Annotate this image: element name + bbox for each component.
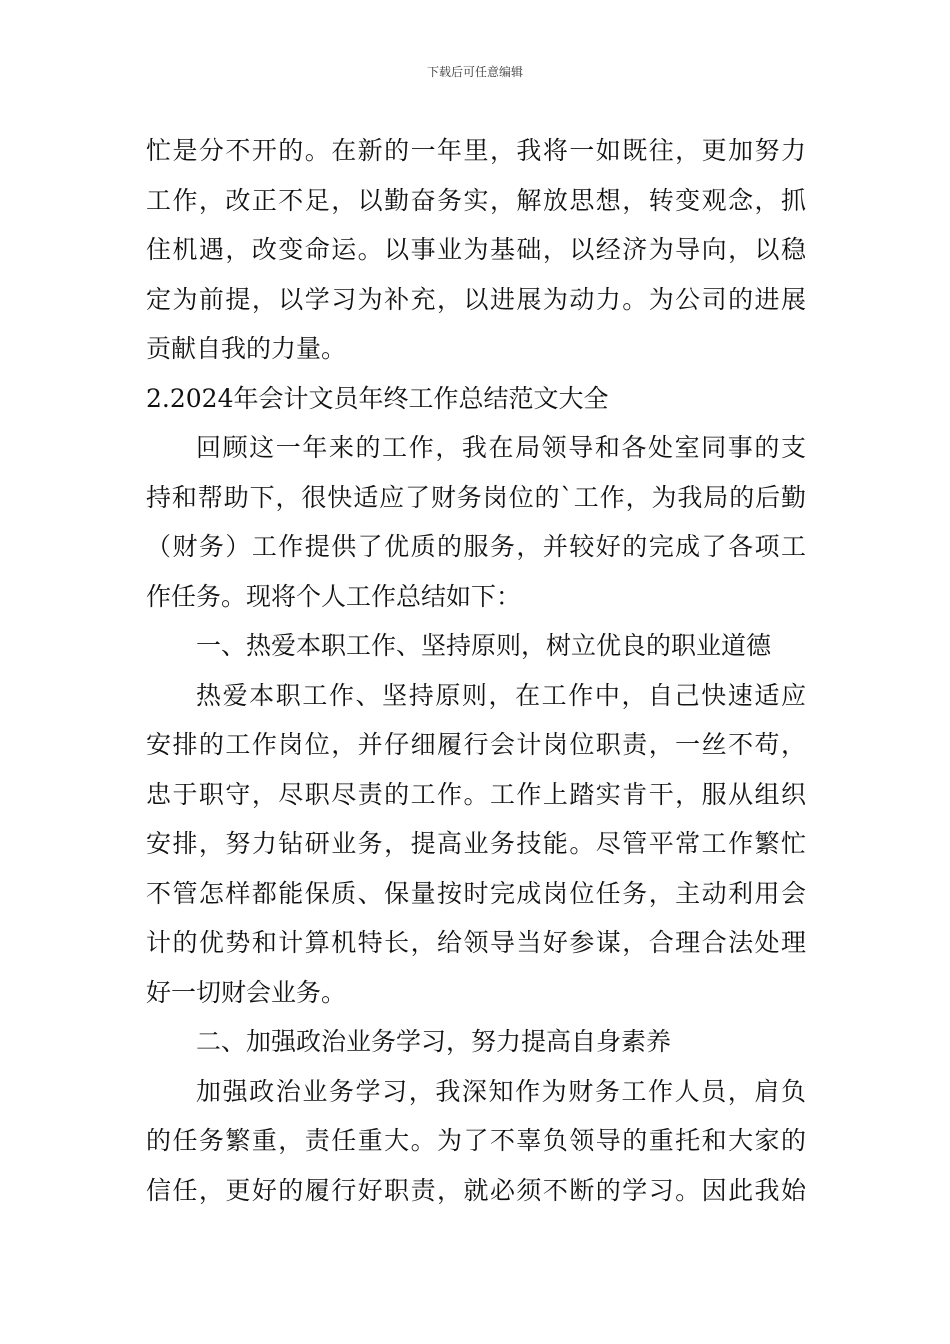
text-line: 热爱本职工作、坚持原则，在工作中，自己快速适应 bbox=[196, 680, 806, 710]
text-line: 二、加强政治业务学习，努力提高自身素养 bbox=[196, 1027, 672, 1056]
text-line: 安排，努力钻研业务，提高业务技能。尽管平常工作繁忙 bbox=[146, 829, 806, 858]
text-line: 2.2024年会计文员年终工作总结范文大全 bbox=[146, 383, 609, 413]
text-line: 加强政治业务学习，我深知作为财务工作人员，肩负 bbox=[196, 1076, 806, 1106]
text-line: 工作，改正不足，以勤奋务实，解放思想，转变观念，抓 bbox=[146, 185, 806, 215]
text-line: 一、热爱本职工作、坚持原则，树立优良的职业道德 bbox=[196, 631, 772, 660]
text-line: 信任，更好的履行好职责，就必须不断的学习。因此我始 bbox=[146, 1175, 806, 1205]
text-line: 定为前提，以学习为补充，以进展为动力。为公司的进展 bbox=[146, 284, 806, 314]
text-line: 不管怎样都能保质、保量按时完成岗位任务，主动利用会 bbox=[146, 878, 806, 908]
text-line: 作任务。现将个人工作总结如下： bbox=[146, 581, 522, 611]
text-line: 回顾这一年来的工作，我在局领导和各处室同事的支 bbox=[196, 433, 806, 462]
text-line: 贡献自我的力量。 bbox=[146, 334, 347, 363]
text-line: 住机遇，改变命运。以事业为基础，以经济为导向，以稳 bbox=[146, 235, 806, 264]
document-body bbox=[146, 126, 806, 1215]
text-line: 忠于职守，尽职尽责的工作。工作上踏实肯干，服从组织 bbox=[146, 779, 806, 809]
page-header-note: 下载后可任意编辑 bbox=[426, 65, 523, 79]
text-line: 好一切财会业务。 bbox=[146, 977, 347, 1007]
text-line: 的任务繁重，责任重大。为了不辜负领导的重托和大家的 bbox=[146, 1126, 806, 1155]
text-line: 安排的工作岗位，并仔细履行会计岗位职责，一丝不苟， bbox=[146, 730, 806, 759]
text-line: 计的优势和计算机特长，给领导当好参谋，合理合法处理 bbox=[146, 928, 806, 957]
text-line: 忙是分不开的。在新的一年里，我将一如既往，更加努力 bbox=[146, 136, 806, 165]
text-line: 持和帮助下，很快适应了财务岗位的`工作，为我局的后勤 bbox=[146, 482, 806, 512]
text-line: （财务）工作提供了优质的服务，并较好的完成了各项工 bbox=[146, 532, 806, 561]
